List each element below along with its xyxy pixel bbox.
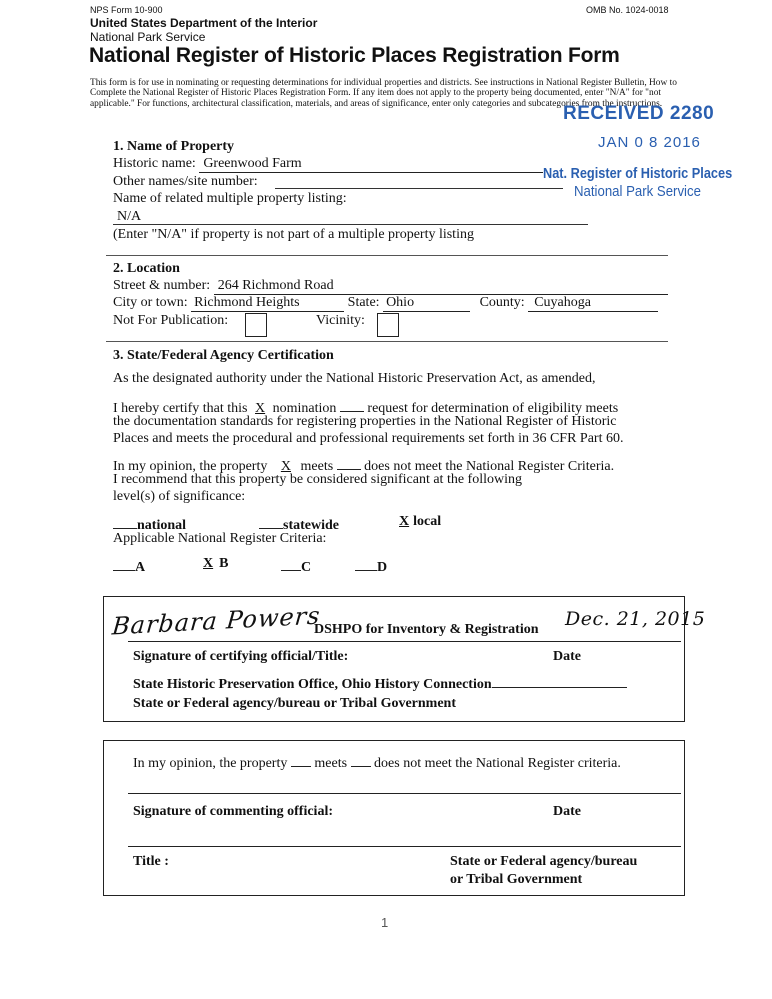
does-not-meet-blank bbox=[337, 455, 361, 470]
criteria-d-blank bbox=[355, 556, 377, 571]
opinion-text-a: In my opinion, the property bbox=[113, 459, 268, 474]
commenting-opinion-b: meets bbox=[314, 756, 348, 771]
certifying-agency-label: State or Federal agency/bureau or Tribal Government bbox=[133, 696, 457, 711]
statewide-blank bbox=[259, 514, 283, 529]
certify-text-e: Places and meets the procedural and professional requirements set forth in 36 CFR Part 60. bbox=[113, 431, 624, 446]
historic-name-label: Historic name: bbox=[113, 156, 196, 171]
city-label: City or town: bbox=[113, 295, 188, 310]
certify-text-d: the documentation standards for registering properties in the National Register of Historic bbox=[113, 414, 617, 429]
local-mark: X bbox=[399, 514, 410, 529]
commenting-title-line bbox=[128, 846, 681, 847]
form-number: NPS Form 10-900 bbox=[90, 5, 163, 15]
criteria-c-blank bbox=[281, 556, 301, 571]
national-label: national bbox=[137, 518, 187, 533]
certify-text-a: I hereby certify that this bbox=[113, 401, 248, 416]
certifying-date-label: Date bbox=[553, 649, 581, 664]
state-label: State: bbox=[347, 295, 380, 310]
page-title: National Register of Historic Places Registration Form bbox=[89, 44, 620, 67]
service-name: National Park Service bbox=[90, 30, 206, 44]
local-label: local bbox=[413, 514, 442, 529]
commenting-agency-line2: or Tribal Government bbox=[450, 872, 583, 887]
certifying-title: DSHPO for Inventory & Registration bbox=[314, 622, 539, 637]
office-row bbox=[133, 673, 627, 693]
criteria-d-label: D bbox=[377, 560, 388, 575]
criteria-c bbox=[281, 556, 311, 576]
received-stamp: RECEIVED 2280 bbox=[563, 103, 715, 124]
levels-text: level(s) of significance: bbox=[113, 489, 246, 504]
historic-name-row bbox=[113, 156, 543, 173]
stamp-park-service: National Park Service bbox=[574, 183, 701, 200]
authority-text: As the designated authority under the National Historic Preservation Act, as amended, bbox=[113, 371, 596, 386]
criteria-a-blank bbox=[113, 556, 135, 571]
meets-mark: X bbox=[280, 459, 291, 474]
intro-paragraph: This form is for use in nominating or requesting determinations for individual properties and districts. See instructions in National Register Bulletin, How to Complete the National Register of Historic Places Registration Form. If any item does not apply to the property being documented, enter "N/A" for "not applicable." For functions, architectural classification, materials, and areas of significance, enter only categories and subcategories from the instructions. bbox=[90, 78, 677, 109]
page-number: 1 bbox=[381, 915, 389, 930]
request-blank bbox=[340, 397, 364, 412]
related-listing-value: N/A bbox=[117, 209, 142, 224]
commenting-opinion-line bbox=[133, 752, 621, 772]
county-value: Cuyahoga bbox=[528, 295, 658, 312]
not-for-publication-checkbox[interactable] bbox=[245, 313, 267, 337]
state-value: Ohio bbox=[383, 295, 470, 312]
section3-heading: 3. State/Federal Agency Certification bbox=[113, 348, 334, 363]
street-label: Street & number: bbox=[113, 278, 211, 293]
certifying-signature: Barbara Powers bbox=[110, 601, 322, 641]
nomination-mark: X bbox=[255, 401, 266, 416]
criteria-b-label: B bbox=[219, 556, 229, 571]
statewide-label: statewide bbox=[283, 518, 339, 533]
commenting-signature-label: Signature of commenting official: bbox=[133, 804, 333, 819]
vicinity-checkbox[interactable] bbox=[377, 313, 399, 337]
other-names-line bbox=[275, 188, 563, 189]
section1-heading: 1. Name of Property bbox=[113, 139, 235, 154]
certify-text-c: request for determination of eligibility meets bbox=[367, 401, 619, 416]
criteria-a bbox=[113, 556, 145, 576]
level-local bbox=[385, 514, 441, 530]
county-label: County: bbox=[479, 295, 525, 310]
criteria-d bbox=[355, 556, 387, 576]
criteria-c-label: C bbox=[301, 560, 312, 575]
criteria-label: Applicable National Register Criteria: bbox=[113, 531, 327, 546]
criteria-b bbox=[195, 556, 228, 572]
criteria-a-label: A bbox=[135, 560, 146, 575]
omb-number: OMB No. 1024-0018 bbox=[586, 5, 669, 15]
office-name: State Historic Preservation Office, Ohio History Connection bbox=[133, 677, 492, 692]
opinion-text-b: meets bbox=[300, 459, 334, 474]
related-listing-line bbox=[113, 224, 588, 225]
opinion-text-c: does not meet the National Register Criteria. bbox=[364, 459, 615, 474]
certifying-signature-label: Signature of certifying official/Title: bbox=[133, 649, 349, 664]
certify-text-b: nomination bbox=[272, 401, 337, 416]
commenting-date-label: Date bbox=[553, 804, 581, 819]
recommend-text: I recommend that this property be considered significant at the following bbox=[113, 472, 522, 487]
not-for-publication-label: Not For Publication: bbox=[113, 313, 229, 328]
section-divider bbox=[106, 341, 668, 342]
vicinity-label: Vicinity: bbox=[316, 313, 365, 328]
street-value: 264 Richmond Road bbox=[214, 278, 668, 295]
commenting-agency-line1: State or Federal agency/bureau bbox=[450, 854, 638, 869]
city-value: Richmond Heights bbox=[191, 295, 344, 312]
street-row bbox=[113, 278, 668, 295]
signature-line bbox=[128, 641, 681, 642]
city-row bbox=[113, 295, 658, 312]
other-names-label: Other names/site number: bbox=[113, 174, 258, 189]
commenting-opinion-c: does not meet the National Register criteria. bbox=[374, 756, 621, 771]
commenting-meets-blank bbox=[291, 752, 311, 767]
commenting-title-label: Title : bbox=[133, 854, 169, 869]
historic-name-value: Greenwood Farm bbox=[199, 156, 543, 173]
national-blank bbox=[113, 514, 137, 529]
stamp-register: Nat. Register of Historic Places bbox=[543, 165, 733, 182]
commenting-signature-line bbox=[128, 793, 681, 794]
department-name: United States Department of the Interior bbox=[90, 16, 318, 30]
section-divider bbox=[106, 255, 668, 256]
stamp-date: JAN 0 8 2016 bbox=[598, 134, 701, 151]
section2-heading: 2. Location bbox=[113, 261, 180, 276]
criteria-b-mark: X bbox=[203, 556, 214, 571]
commenting-not-meet-blank bbox=[351, 752, 371, 767]
commenting-opinion-a: In my opinion, the property bbox=[133, 756, 288, 771]
multiple-listing-note: (Enter "N/A" if property is not part of a multiple property listing bbox=[113, 227, 474, 242]
office-blank bbox=[492, 673, 627, 688]
certifying-date-value: Dec. 21, 2015 bbox=[565, 608, 706, 630]
related-listing-label: Name of related multiple property listing: bbox=[113, 191, 347, 206]
